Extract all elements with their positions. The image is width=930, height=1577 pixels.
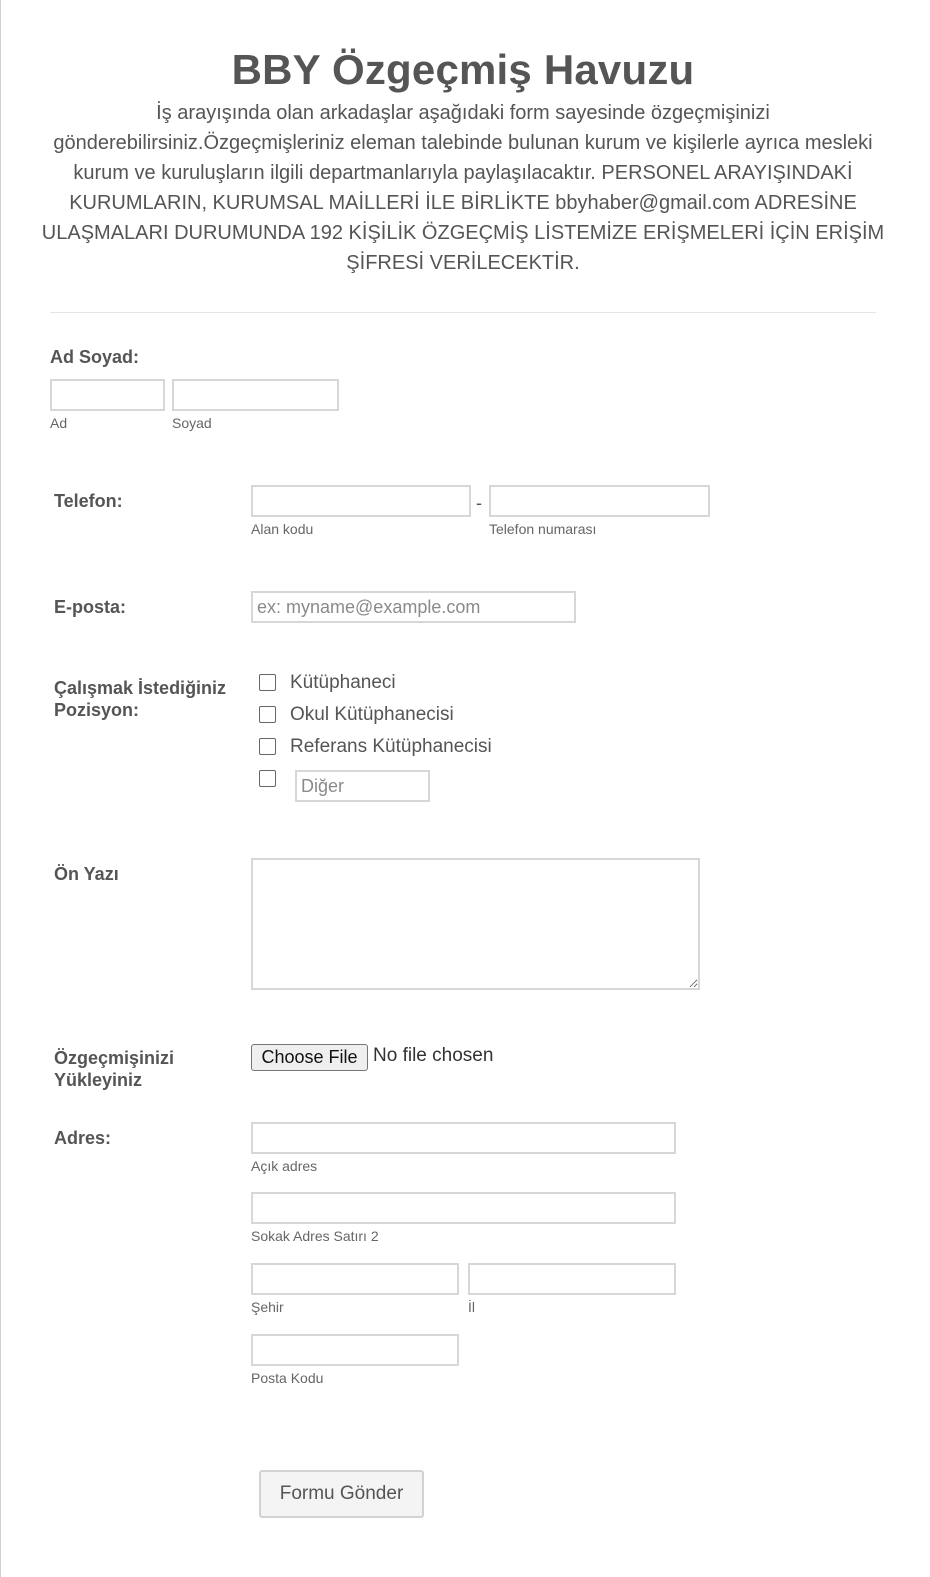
city-input[interactable] — [251, 1263, 459, 1295]
address-label: Adres: — [54, 1128, 112, 1148]
address-line2-sublabel: Sokak Adres Satırı 2 — [251, 1228, 379, 1244]
city-sublabel: Şehir — [251, 1299, 284, 1315]
email-label: E-posta: — [54, 597, 126, 617]
resume-upload-label: Özgeçmişinizi Yükleyiniz — [54, 1048, 175, 1090]
submit-button[interactable]: Formu Gönder — [259, 1470, 424, 1518]
position-checkbox-school-librarian[interactable] — [259, 706, 276, 723]
area-code-input[interactable] — [251, 485, 471, 517]
file-status-text: No file chosen — [373, 1045, 494, 1066]
position-checkbox-reference-librarian[interactable] — [259, 738, 276, 755]
last-name-input[interactable] — [172, 379, 339, 411]
postal-code-sublabel: Posta Kodu — [251, 1370, 324, 1386]
phone-label: Telefon: — [54, 491, 123, 511]
address-line1-sublabel: Açık adres — [251, 1158, 318, 1174]
last-name-sublabel: Soyad — [172, 415, 212, 431]
area-code-sublabel: Alan kodu — [251, 521, 314, 537]
position-other-input[interactable] — [295, 770, 430, 802]
state-sublabel: İl — [468, 1299, 475, 1315]
phone-number-sublabel: Telefon numarası — [489, 521, 597, 537]
cover-letter-textarea[interactable] — [251, 858, 700, 990]
postal-code-input[interactable] — [251, 1334, 459, 1366]
form-description: İş arayışında olan arkadaşlar aşağıdaki form sayesinde özgeçmişinizi gönderebilirsiniz.Özgeçmişleriniz eleman talebinde bulunan kurum ve kişilerle ayrıca mesleki kurum ve kuruluşların ilgili departmanlarıyla paylaşılacaktır. PERSONEL ARAYIŞINDAKİ KURUMLARIN, KURUMSAL MAİLLERİ İLE BİRLİKTE bbyhaber@gmail.com ADRESİNE ULAŞMALARI DURUMUNDA 192 KİŞİLİK ÖZGEÇMİŞ LİSTEMİZE ERİŞMELERİ İÇİN ERİŞİM ŞİFRESİ VERİLECEKTİR. — [41, 102, 885, 274]
position-checkbox-other[interactable] — [259, 770, 276, 787]
email-input[interactable] — [251, 591, 576, 623]
address-line2-input[interactable] — [251, 1192, 676, 1224]
position-option-school-librarian[interactable]: Okul Kütüphanecisi — [290, 704, 454, 725]
first-name-input[interactable] — [50, 379, 165, 411]
position-checkbox-librarian[interactable] — [259, 674, 276, 691]
choose-file-button[interactable]: Choose File — [251, 1044, 368, 1071]
phone-number-input[interactable] — [489, 485, 710, 517]
header-divider — [50, 312, 876, 313]
form-title: BBY Özgeçmiş Havuzu — [231, 46, 695, 93]
position-label: Çalışmak İstediğiniz Pozisyon: — [54, 678, 227, 720]
name-label: Ad Soyad: — [50, 347, 140, 367]
state-input[interactable] — [468, 1263, 676, 1295]
first-name-sublabel: Ad — [50, 415, 68, 431]
address-line1-input[interactable] — [251, 1122, 676, 1154]
position-option-reference-librarian[interactable]: Referans Kütüphanecisi — [290, 736, 492, 757]
cover-letter-label: Ön Yazı — [54, 864, 119, 884]
phone-separator: - — [476, 493, 482, 513]
position-option-librarian[interactable]: Kütüphaneci — [290, 672, 396, 693]
